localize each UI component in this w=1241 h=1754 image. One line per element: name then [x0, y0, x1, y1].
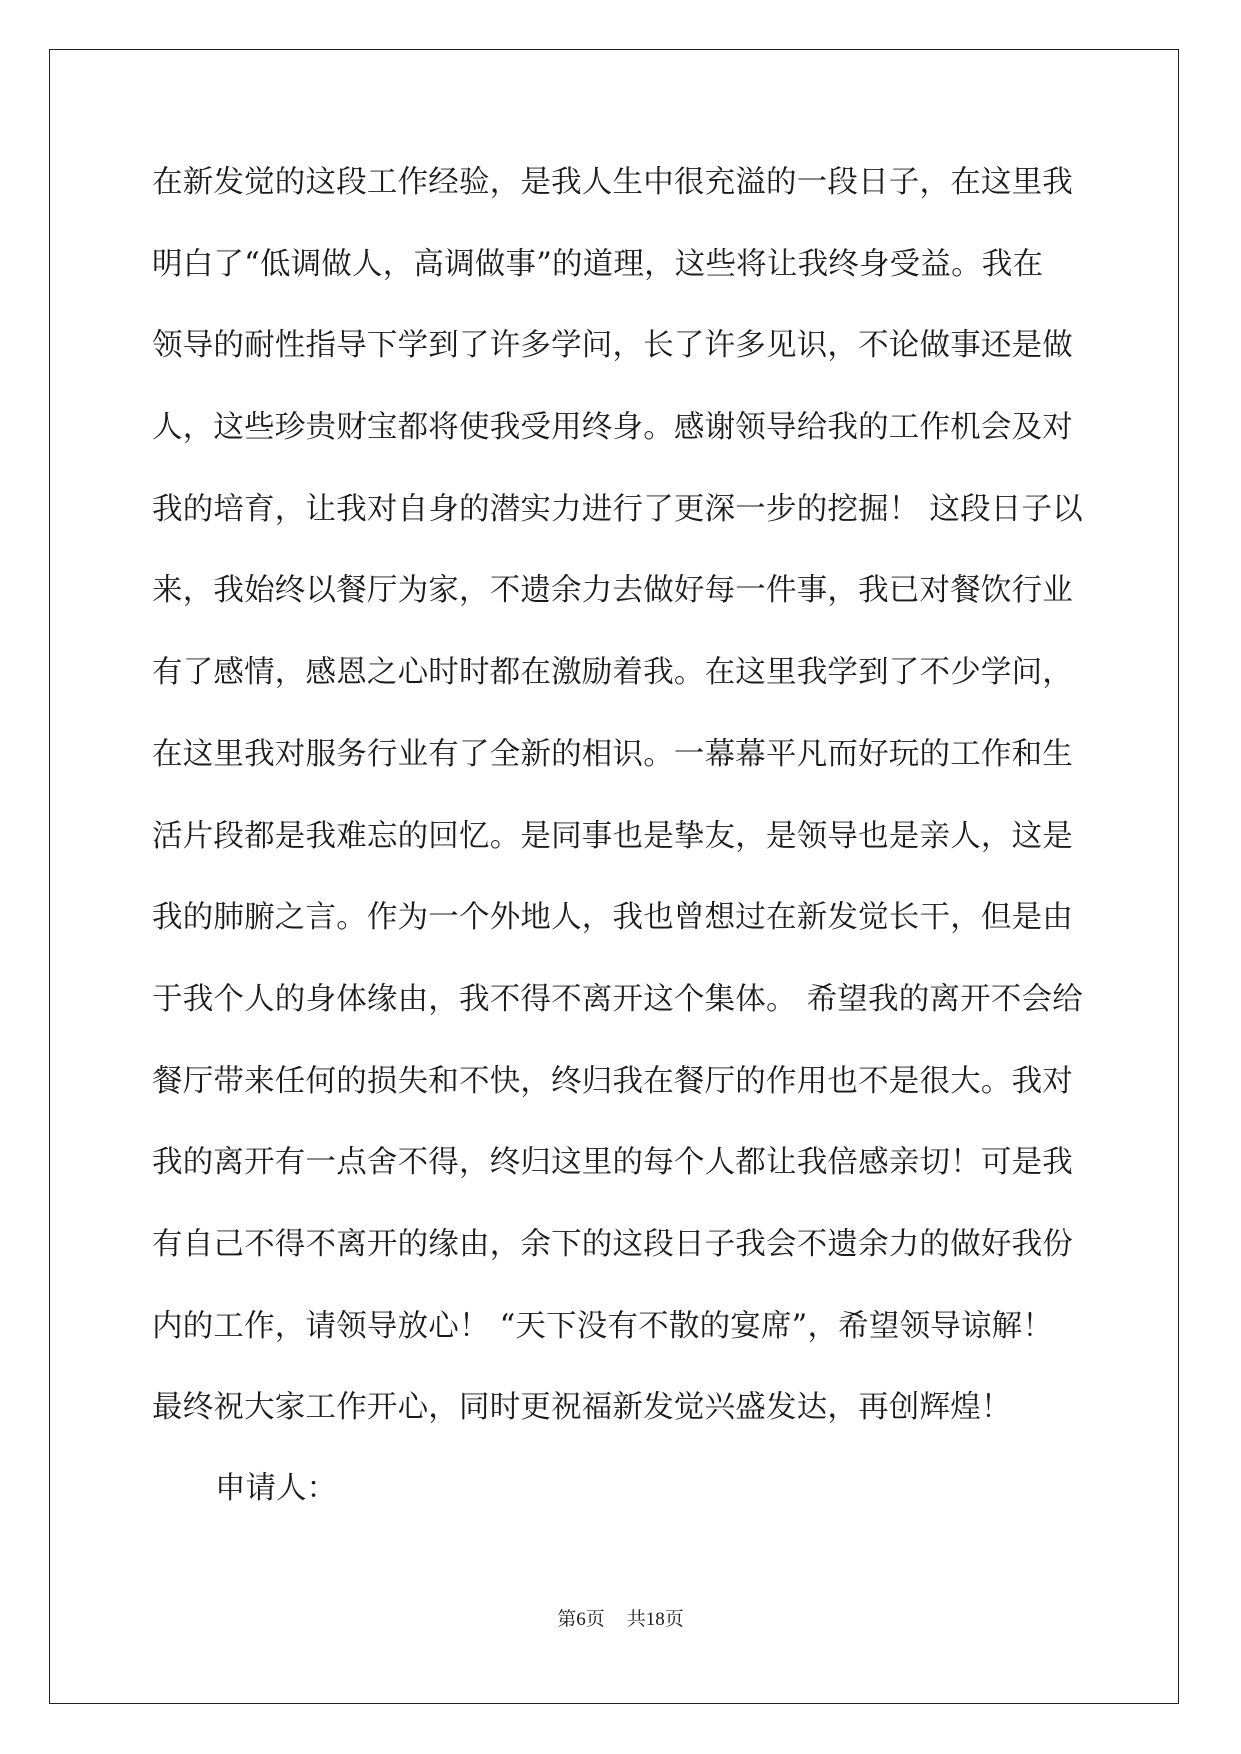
- body-line: 人，这些珍贵财宝都将使我受用终身。感谢领导给我的工作机会及对: [152, 410, 1073, 446]
- body-line: 领导的耐性指导下学到了许多学问，长了许多见识，不论做事还是做: [152, 328, 1073, 364]
- body-line: 于我个人的身体缘由，我不得不离开这个集体。 希望我的离开不会给: [152, 981, 1083, 1017]
- body-line: 有了感情，感恩之心时时都在激励着我。在这里我学到了不少学问，: [152, 655, 1073, 691]
- signature-label: 申请人：: [215, 1471, 337, 1506]
- body-line: 在新发觉的这段工作经验，是我人生中很充溢的一段日子，在这里我: [152, 165, 1073, 200]
- body-line: 活片段都是我难忘的回忆。是同事也是挚友，是领导也是亲人，这是: [152, 818, 1073, 854]
- body-line: 有自己不得不离开的缘由，余下的这段日子我会不遗余力的做好我份: [152, 1226, 1073, 1262]
- body-line: 餐厅带来任何的损失和不快，终归我在餐厅的作用也不是很大。我对: [152, 1063, 1073, 1099]
- body-line: 内的工作，请领导放心！ “天下没有不散的宴席”，希望领导谅解！: [152, 1308, 1054, 1344]
- body-line: 在这里我对服务行业有了全新的相识。一幕幕平凡而好玩的工作和生: [152, 736, 1073, 772]
- body-line: 最终祝大家工作开心，同时更祝福新发觉兴盛发达，再创辉煌！: [152, 1390, 1012, 1426]
- page-number: 第6页: [557, 1609, 605, 1630]
- body-line: 我的培育，让我对自身的潜实力进行了更深一步的挖掘！ 这段日子以: [152, 491, 1083, 527]
- page-footer: [0, 1608, 1241, 1632]
- page-total: 共18页: [626, 1609, 684, 1630]
- body-line: 明白了“低调做人，高调做事”的道理，这些将让我终身受益。我在: [152, 246, 1044, 282]
- body-line: 我的肺腑之言。作为一个外地人，我也曾想过在新发觉长干，但是由: [152, 900, 1073, 936]
- body-line: 来，我始终以餐厅为家，不遗余力去做好每一件事，我已对餐饮行业: [152, 573, 1073, 609]
- letter-body: [152, 163, 1084, 1470]
- body-line: 我的离开有一点舍不得，终归这里的每个人都让我倍感亲切！可是我: [152, 1145, 1073, 1181]
